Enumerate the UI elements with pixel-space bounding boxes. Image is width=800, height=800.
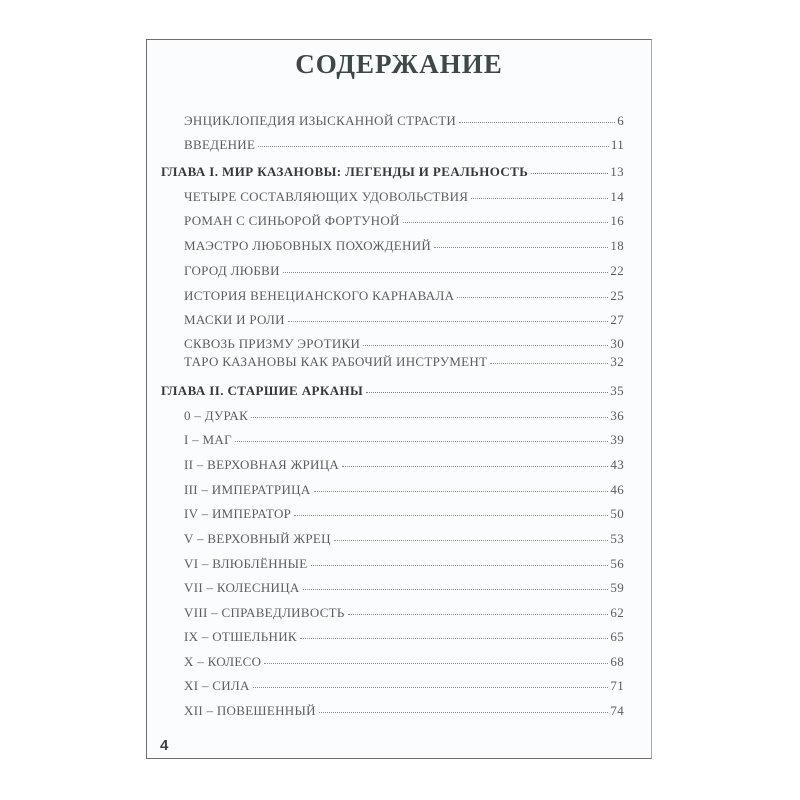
toc-entry-label: I – МАГ (184, 432, 232, 447)
toc-entry-label: ЭНЦИКЛОПЕДИЯ ИЗЫСКАННОЙ СТРАСТИ (184, 113, 457, 128)
toc-page-number: 56 (610, 556, 624, 571)
dot-leader (531, 173, 608, 174)
toc-entry (184, 113, 624, 129)
toc-entry-label: IV – ИМПЕРАТОР (184, 506, 292, 521)
toc-entry (184, 482, 624, 498)
toc-entry-label: XII – ПОВЕШЕННЫЙ (184, 703, 316, 718)
dot-leader (363, 345, 608, 346)
dot-leader (311, 565, 609, 566)
toc-entry-label: ВВЕДЕНИЕ (184, 137, 256, 152)
toc-entry-label: II – ВЕРХОВНАЯ ЖРИЦА (184, 457, 340, 472)
dot-leader (235, 441, 608, 442)
toc-entry (184, 213, 624, 229)
toc-page-number: 14 (610, 189, 624, 204)
dot-leader (288, 321, 609, 322)
toc-page-number: 25 (610, 288, 624, 303)
toc-entry (184, 531, 624, 547)
dot-leader (471, 198, 608, 199)
toc-entry-label: IX – ОТШЕЛЬНИК (184, 629, 297, 644)
dot-leader (403, 222, 609, 223)
toc-page-number: 18 (610, 238, 624, 253)
toc-entry (184, 703, 624, 719)
page-number: 4 (160, 737, 169, 754)
toc-page-number: 32 (610, 354, 624, 369)
page-title: СОДЕРЖАНИЕ (295, 49, 503, 79)
toc-entry-label: ТАРО КАЗАНОВЫ КАК РАБОЧИЙ ИНСТРУМЕНТ (184, 354, 488, 369)
toc-entry (184, 457, 624, 473)
dot-leader (300, 638, 609, 639)
toc-page-number: 16 (610, 213, 624, 228)
toc-page-number: 53 (610, 531, 624, 546)
dot-leader (253, 687, 609, 688)
toc-chapter (161, 164, 624, 180)
book-page (146, 39, 652, 759)
toc-page-number: 74 (610, 703, 624, 718)
toc-entry (184, 189, 624, 205)
toc-entry (184, 506, 624, 522)
toc-entry (184, 263, 624, 279)
toc-page-number: 36 (610, 408, 624, 423)
toc-entry (184, 629, 624, 645)
dot-leader (314, 491, 609, 492)
toc-chapter (161, 383, 624, 399)
toc-page-number: 22 (610, 263, 624, 278)
dot-leader (283, 272, 609, 273)
toc-entry (184, 354, 624, 370)
toc-page-number: 35 (610, 383, 624, 398)
toc-entry-label: III – ИМПЕРАТРИЦА (184, 482, 311, 497)
dot-leader (459, 122, 615, 123)
toc-entry (184, 432, 624, 448)
dot-leader (457, 297, 608, 298)
toc-entry (184, 678, 624, 694)
toc-page-number: 30 (610, 336, 624, 351)
toc-page-number: 62 (610, 605, 624, 620)
toc-page-number: 43 (610, 457, 624, 472)
toc-entry (184, 288, 624, 304)
toc-entry-label: XI – СИЛА (184, 678, 250, 693)
toc-entry-label: VII – КОЛЕСНИЦА (184, 580, 300, 595)
toc-entry (184, 556, 624, 572)
toc-entry (184, 580, 624, 596)
toc-entry-label: VI – ВЛЮБЛЁННЫЕ (184, 556, 308, 571)
toc-page-number: 11 (610, 137, 624, 152)
toc-entry-label: МАЭСТРО ЛЮБОВНЫХ ПОХОЖДЕНИЙ (184, 238, 432, 253)
dot-leader (303, 589, 609, 590)
toc-entry-label: ИСТОРИЯ ВЕНЕЦИАНСКОГО КАРНАВАЛА (184, 288, 455, 303)
toc-page-number: 65 (610, 629, 624, 644)
toc-entry-label: V – ВЕРХОВНЫЙ ЖРЕЦ (184, 531, 331, 546)
dot-leader (490, 363, 608, 364)
toc-chapter-label: ГЛАВА I. МИР КАЗАНОВЫ: ЛЕГЕНДЫ И РЕАЛЬНОСТЬ (161, 164, 529, 179)
toc-page-number: 6 (617, 113, 624, 128)
toc-entry (184, 238, 624, 254)
dot-leader (258, 146, 609, 147)
toc-entry (184, 654, 624, 670)
dot-leader (264, 663, 608, 664)
dot-leader (294, 515, 608, 516)
dot-leader (334, 540, 609, 541)
toc-entry-label: VIII – СПРАВЕДЛИВОСТЬ (184, 605, 345, 620)
toc-page-number: 27 (610, 312, 624, 327)
toc-entry (184, 336, 624, 352)
toc-page-number: 59 (610, 580, 624, 595)
toc-entry-label: СКВОЗЬ ПРИЗМУ ЭРОТИКИ (184, 336, 361, 351)
dot-leader (251, 417, 608, 418)
toc-entry (184, 137, 624, 153)
toc-entry (184, 312, 624, 328)
toc-entry-label: 0 – ДУРАК (184, 408, 249, 423)
dot-leader (342, 466, 608, 467)
dot-leader (348, 614, 609, 615)
toc-entry (184, 605, 624, 621)
toc-entry-label: РОМАН С СИНЬОРОЙ ФОРТУНОЙ (184, 213, 400, 228)
toc-chapter-label: ГЛАВА II. СТАРШИЕ АРКАНЫ (161, 383, 364, 398)
toc-page-number: 68 (610, 654, 624, 669)
toc-page-number: 39 (610, 432, 624, 447)
dot-leader (366, 392, 608, 393)
dot-leader (319, 712, 609, 713)
toc-page-number: 71 (610, 678, 624, 693)
toc-page-number: 50 (610, 506, 624, 521)
toc-entry-label: X – КОЛЕСО (184, 654, 262, 669)
toc-page-number: 46 (610, 482, 624, 497)
table-of-contents (147, 40, 651, 758)
toc-page-number: 13 (610, 164, 624, 179)
toc-entry-label: МАСКИ И РОЛИ (184, 312, 285, 327)
dot-leader (434, 247, 608, 248)
toc-entry-label: ГОРОД ЛЮБВИ (184, 263, 280, 278)
toc-entry (184, 408, 624, 424)
toc-entry-label: ЧЕТЫРЕ СОСТАВЛЯЮЩИХ УДОВОЛЬСТВИЯ (184, 189, 469, 204)
